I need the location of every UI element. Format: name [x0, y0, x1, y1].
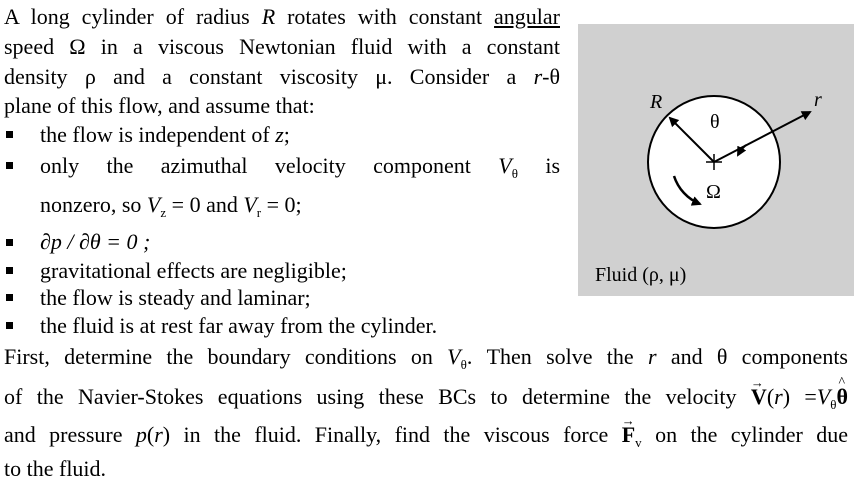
assumption-2-continued: nonzero, so $V_z = 0$ and $V_r = 0$;: [40, 192, 302, 220]
task-line-2: of the Navier-Stokes equations using these BCs to determine the velocity → $V(r) =V_\theta\^{}$ θ: [4, 384, 848, 410]
assumption-6: the fluid is at rest far away from the cylinder.: [40, 313, 438, 338]
intro-line-1: A long cylinder of radius R rotates with constant angular: [4, 4, 560, 29]
bullet-5: [6, 294, 13, 301]
assumption-3: ∂p / ∂θ = 0 ;: [40, 229, 151, 254]
intro-line-2: speed Ω in a viscous Newtonian fluid with a constant: [4, 34, 560, 59]
assumption-1: the flow is independent of z;: [40, 122, 290, 147]
bullet-4: [6, 267, 13, 274]
task-line-3: and pressure p(r) in the fluid. Finally, find the viscous force → $F_v$ on the cylinder due: [4, 422, 848, 448]
assumption-2: only the azimuthal velocity component $V_\theta$ is: [40, 153, 561, 181]
task-line-1: First, determine the boundary conditions on $V_\theta$. Then solve the r and θ components: [4, 344, 848, 372]
task-line-4: to the fluid.: [4, 456, 107, 481]
bullet-2: [6, 162, 13, 169]
label-R: R: [650, 91, 663, 113]
intro-line-4: plane of this flow, and assume that:: [4, 93, 315, 118]
intro-line-3: density ρ and a constant viscosity μ. Consider a r-θ: [4, 64, 560, 89]
label-r: r: [814, 89, 822, 111]
assumption-5: the flow is steady and laminar;: [40, 285, 311, 310]
bullet-6: [6, 322, 13, 329]
bullet-3: [6, 239, 13, 246]
bullet-1: [6, 131, 13, 138]
cylinder-diagram: [578, 24, 854, 296]
fluid-caption: Fluid (ρ, μ): [595, 264, 687, 286]
figure-panel: [578, 24, 854, 296]
label-theta: θ: [710, 111, 720, 133]
label-omega: Ω: [706, 181, 721, 203]
assumption-4: gravitational effects are negligible;: [40, 258, 347, 283]
